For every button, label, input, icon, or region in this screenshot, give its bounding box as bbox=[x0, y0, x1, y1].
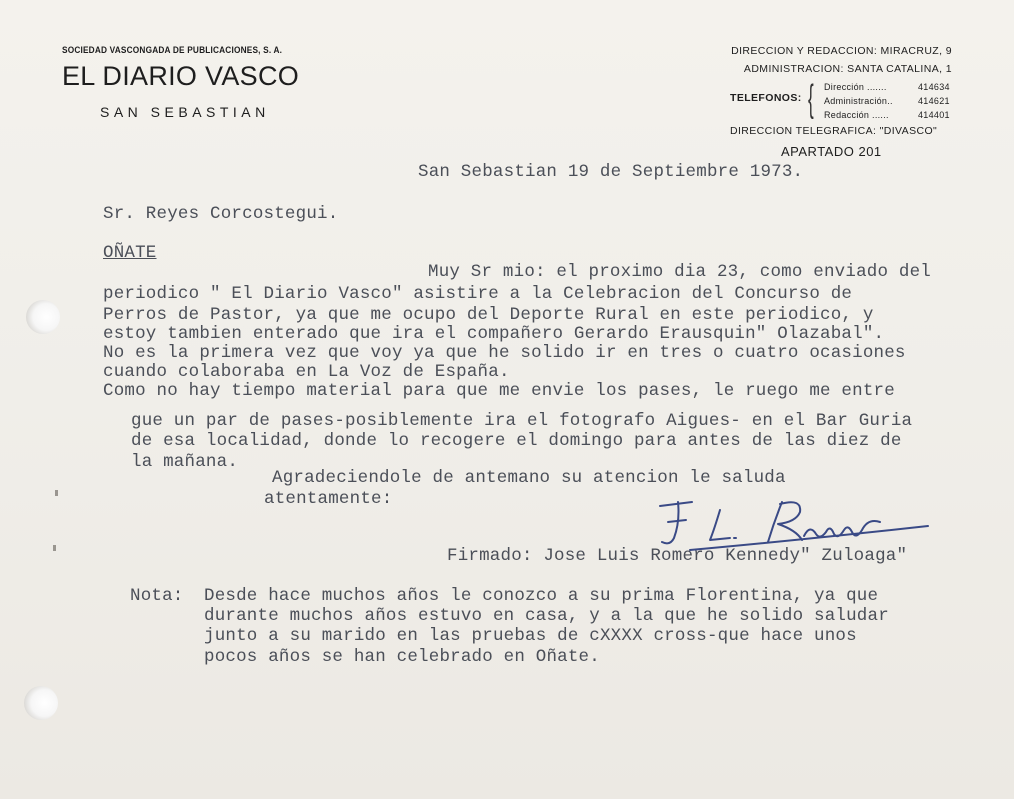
phone-number: 414634 bbox=[918, 82, 950, 92]
po-box: APARTADO 201 bbox=[781, 144, 882, 159]
phone-number: 414401 bbox=[918, 110, 950, 120]
letter-date: San Sebastian 19 de Septiembre 1973. bbox=[418, 162, 804, 182]
body-line: Muy Sr mio: el proximo dia 23, como enviado del bbox=[428, 262, 931, 282]
body-line: No es la primera vez que voy ya que he solido ir en tres o cuatro ocasiones bbox=[103, 343, 906, 363]
address-administracion: ADMINISTRACION: SANTA CATALINA, 1 bbox=[743, 63, 952, 75]
recipient-place: OÑATE bbox=[103, 243, 157, 263]
nota-line: junto a su marido en las pruebas de cXXXX cross-que hace unos bbox=[204, 626, 857, 646]
company-name: SOCIEDAD VASCONGADA DE PUBLICACIONES, S. A. bbox=[62, 45, 283, 55]
nota-line: Desde hace muchos años le conozco a su prima Florentina, ya que bbox=[204, 586, 879, 606]
closing-line: Agradeciendole de antemano su atencion le saluda bbox=[272, 468, 786, 488]
closing-line: atentamente: bbox=[264, 489, 393, 509]
telegraph-address: DIRECCION TELEGRAFICA: "DIVASCO" bbox=[730, 125, 938, 137]
telefonos-label: TELEFONOS: bbox=[730, 92, 802, 104]
body-line: Perros de Pastor, ya que me ocupo del Deporte Rural en este periodico, y bbox=[103, 305, 874, 325]
body-line: la mañana. bbox=[131, 452, 239, 472]
address-redaccion: DIRECCION Y REDACCION: MIRACRUZ, 9 bbox=[731, 45, 952, 57]
phone-number: 414621 bbox=[918, 96, 950, 106]
recipient: Sr. Reyes Corcostegui. bbox=[103, 204, 339, 224]
body-line: de esa localidad, donde lo recogere el domingo para antes de las diez de bbox=[131, 431, 902, 451]
punch-hole bbox=[26, 300, 60, 334]
phone-label: Dirección ....... bbox=[824, 82, 887, 92]
phone-line bbox=[824, 82, 950, 92]
phone-line bbox=[824, 96, 950, 106]
body-line: estoy tambien enterado que ira el compañero Gerardo Erausquin" Olazabal". bbox=[103, 324, 885, 344]
nota-line: pocos años se han celebrado en Oñate. bbox=[204, 647, 600, 667]
body-line: gue un par de pases-posiblemente ira el fotografo Aigues- en el Bar Guria bbox=[131, 411, 913, 431]
brace-icon: { bbox=[808, 78, 814, 120]
city-name: SAN SEBASTIAN bbox=[100, 104, 270, 120]
body-line: cuando colaboraba en La Voz de España. bbox=[103, 362, 510, 382]
phone-label: Administración.. bbox=[824, 96, 893, 106]
phone-label: Redacción ...... bbox=[824, 110, 889, 120]
paper-mark bbox=[55, 490, 58, 496]
phone-line bbox=[824, 110, 950, 120]
punch-hole bbox=[24, 686, 58, 720]
body-line: periodico " El Diario Vasco" asistire a la Celebracion del Concurso de bbox=[103, 284, 853, 304]
signed-name: Firmado: Jose Luis Romero Kennedy" Zuloaga" bbox=[447, 546, 908, 566]
body-line: Como no hay tiempo material para que me envie los pases, le ruego me entre bbox=[103, 381, 895, 401]
newspaper-masthead: EL DIARIO VASCO bbox=[62, 61, 300, 91]
nota-line: durante muchos años estuvo en casa, y a la que he solido saludar bbox=[204, 606, 889, 626]
paper-mark bbox=[53, 545, 56, 551]
nota-label: Nota: bbox=[130, 586, 184, 606]
